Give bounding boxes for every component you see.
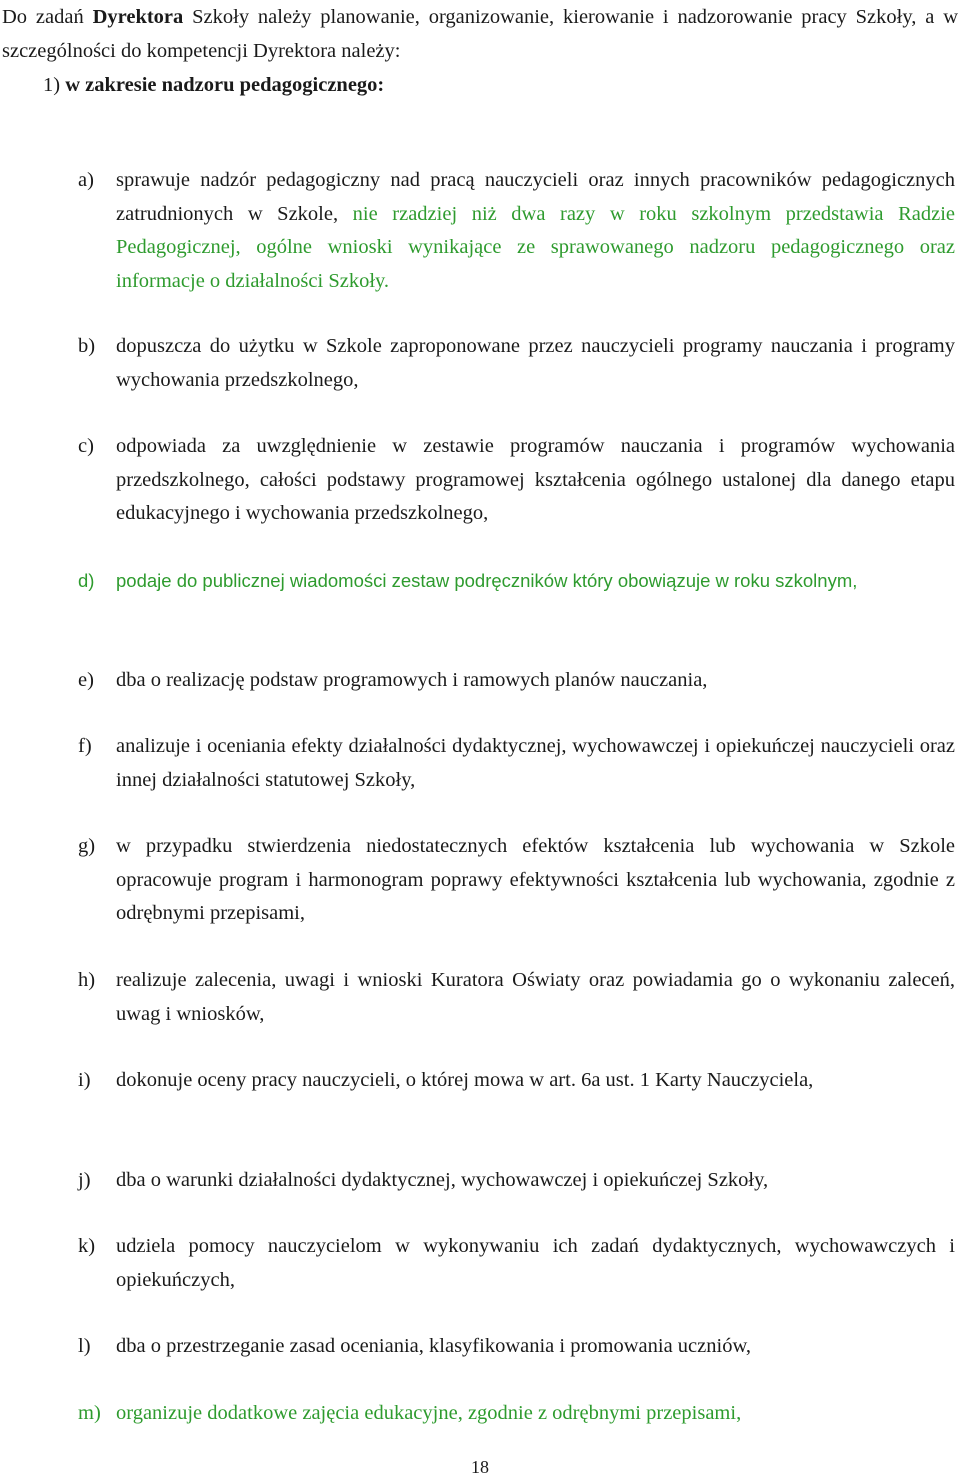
item-text: analizuje i oceniania efekty działalności dydaktycznej, wychowawczej i opiekuńczej nauczycieli oraz innej działalności statutowej Szkoły, [116,735,955,791]
item-text: dokonuje oceny pracy nauczycieli, o której mowa w art. 6a ust. 1 Karty Nauczyciela, [116,1069,814,1091]
item-text: dba o realizację podstaw programowych i ramowych planów nauczania, [116,669,708,691]
intro-text-1: Do zadań [2,6,93,28]
item-label: i) [78,1069,91,1091]
item-label: m) [78,1402,101,1424]
item-text: realizuje zalecenia, uwagi i wnioski Kuratora Oświaty oraz powiadamia go o wykonaniu zaleceń, uwag i wniosków, [116,969,955,1025]
section-title: w zakresie nadzoru pedagogicznego: [65,74,385,96]
list-item-b [78,330,955,397]
item-body [116,164,955,298]
intro-bold-word: Dyrektora [92,6,184,28]
list-item-m [78,1397,955,1431]
item-text: podaje do publicznej wiadomości zestaw podręczników który obowiązuje w roku szkolnym, [116,570,858,591]
item-text: dba o przestrzeganie zasad oceniania, klasyfikowania i promowania uczniów, [116,1335,752,1357]
item-label: k) [78,1235,96,1257]
item-text: organizuje dodatkowe zajęcia edukacyjne, zgodnie z odrębnymi przepisami, [116,1402,742,1424]
list-item-f [78,730,955,797]
section-heading [43,68,384,102]
list-item-e [78,664,955,698]
item-label: c) [78,435,94,457]
intro-text-2: Szkoły należy planowanie, organizowanie, kierowanie i nadzorowanie pracy Szkoły, a w szczególności do kompetencji Dyrektora należy: [2,6,958,62]
item-label: a) [78,169,94,191]
item-label: b) [78,335,96,357]
intro-paragraph [2,0,958,68]
list-item-h [78,964,955,1031]
item-label: f) [78,735,92,757]
list-item-i [78,1064,955,1098]
item-text: w przypadku stwierdzenia niedostatecznych efektów kształcenia lub wychowania w Szkole opracowuje program i harmonogram poprawy efektywności kształcenia lub wychowania, zgodnie z odrębnymi przepisami, [116,835,955,924]
list-item-l [78,1330,955,1364]
item-text: dba o warunki działalności dydaktycznej, wychowawczej i opiekuńczej Szkoły, [116,1169,769,1191]
list-item-j [78,1164,955,1198]
list-item-d [78,564,955,598]
item-text: odpowiada za uwzględnienie w zestawie programów nauczania i programów wychowania przedszkolnego, całości podstawy programowej kształcenia ogólnego ustalonej dla danego etapu edukacyjnego i wychowania przedszkolnego, [116,435,955,524]
item-text: sprawuje nadzór pedagogiczny nad pracą nauczycieli oraz innych pracowników pedagogicznych zatrudnionych w Szkole, [116,169,955,225]
item-label: j) [78,1169,91,1191]
item-label: e) [78,669,94,691]
item-label: d) [78,570,95,591]
section-number: 1) [43,74,61,96]
item-text: dopuszcza do użytku w Szkole zaproponowane przez nauczycieli programy nauczania i programy wychowania przedszkolnego, [116,335,955,391]
item-label: h) [78,969,96,991]
list-item-a [78,164,955,298]
list-item-k [78,1230,955,1297]
list-item-g [78,830,955,931]
item-label: l) [78,1335,91,1357]
list-item-c [78,430,955,531]
item-text-highlight: nie rzadziej niż dwa razy w roku szkolnym przedstawia Radzie Pedagogicznej, ogólne wnioski wynikające ze sprawowanego nadzoru pedagogicznego oraz informacje o działalności Szkoły. [116,202,955,292]
item-text: udziela pomocy nauczycielom w wykonywaniu ich zadań dydaktycznych, wychowawczych i opiekuńczych, [116,1235,955,1291]
item-label: g) [78,835,96,857]
page-number: 18 [471,1457,489,1477]
